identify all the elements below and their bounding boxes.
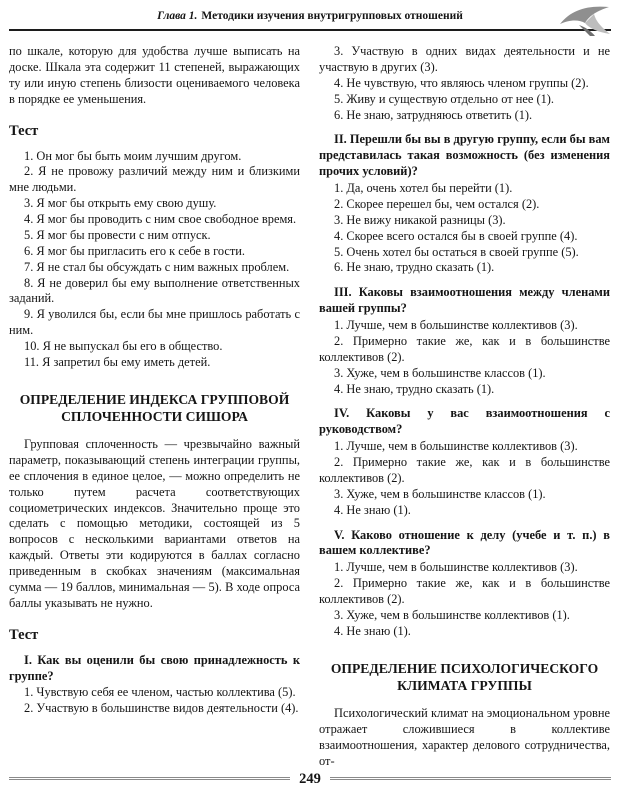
left-column <box>9 44 300 769</box>
page-number: 249 <box>299 770 321 787</box>
right-column <box>319 44 610 769</box>
list-item: 6. Не знаю, трудно сказать (1). <box>334 260 495 275</box>
list-item: 3. Участвую в одних видах деятельности и не участвую в других (3). <box>319 44 610 74</box>
question-1-options-continued <box>319 44 610 123</box>
list-item: 1. Лучше, чем в большинстве коллективов (3). <box>334 439 578 454</box>
list-item: 6. Я мог бы пригласить его к себе в гости. <box>24 243 246 258</box>
list-item: 2. Скорее перешел бы, чем остался (2). <box>334 196 540 211</box>
question-3-options <box>319 318 610 397</box>
list-item: 5. Живу и существую отдельно от нее (1). <box>334 91 555 106</box>
list-item: 6. Не знаю, затрудняюсь ответить (1). <box>334 107 533 122</box>
list-item: 8. Я не доверил бы ему выполнение ответственных заданий. <box>9 275 300 306</box>
list-item: 3. Не вижу никакой разницы (3). <box>334 212 506 227</box>
list-item: 5. Я мог бы провести с ним отпуск. <box>24 227 211 242</box>
list-item: 2. Примерно такие же, как и в большинстве коллективов (2). <box>319 576 610 606</box>
list-item: 4. Не чувствую, что являюсь членом группы (2). <box>334 75 589 90</box>
list-item: 2. Я не провожу различий между ним и близкими мне людьми. <box>9 164 300 195</box>
list-item: 4. Скорее всего остался бы в своей группе (4). <box>334 228 578 243</box>
list-item: 9. Я уволился бы, если бы мне пришлось работать с ним. <box>9 307 300 338</box>
question-2-options <box>319 181 610 276</box>
folio-rule-left <box>9 777 290 780</box>
list-item: 4. Я мог бы проводить с ним свое свободное время. <box>24 212 297 226</box>
question-4-heading: IV. Каковы у вас взаимоотношения с руководством? <box>319 406 610 437</box>
acceptability-scale-list <box>9 149 300 371</box>
list-item: 1. Лучше, чем в большинстве коллективов (3). <box>334 560 578 575</box>
question-2-heading: II. Перешли бы вы в другую группу, если бы вам представилась такая возможность (без изменения прочих условий)? <box>319 132 610 179</box>
list-item: 2. Примерно такие же, как и в большинстве коллективов (2). <box>319 333 610 364</box>
page-footer <box>9 772 611 787</box>
list-item: 1. Чувствую себя ее членом, частью коллектива (5). <box>24 685 296 700</box>
question-3-heading: III. Каковы взаимоотношения между членами вашей группы? <box>319 285 610 316</box>
list-item: 2. Примерно такие же, как и в большинстве коллективов (2). <box>319 455 610 485</box>
question-1-heading: I. Как вы оценили бы свою принадлежность к группе? <box>9 652 300 683</box>
running-head <box>9 8 611 31</box>
list-item: 4. Не знаю (1). <box>334 502 411 517</box>
list-item: 2. Участвую в большинстве видов деятельности (4). <box>24 701 299 716</box>
list-item: 4. Не знаю (1). <box>334 623 411 638</box>
section-heading-psych-climate: ОПРЕДЕЛЕНИЕ ПСИХОЛОГИЧЕСКОГО КЛИМАТА ГРУППЫ <box>330 660 599 694</box>
question-1-options <box>9 685 300 717</box>
list-item: 11. Я запретил бы ему иметь детей. <box>24 354 211 369</box>
chapter-title: Методики изучения внутригрупповых отношений <box>201 10 463 22</box>
question-5-heading: V. Каково отношение к делу (учебе и т. п.) в вашем коллективе? <box>319 527 610 558</box>
sishor-intro-paragraph: Групповая сплоченность — чрезвычайно важный параметр, показывающий степень интеграции группы, ее сплочения в единое целое, — можно определить не только путем расчета соответствующих социометрических индексов. Значительно проще это сделать с помощью методики, состоящей из 5 вопросов с несколькими вариантами ответов на каждый. Ответы эти кодируются в баллах согласно приведенным в скобках значениям (максимальная сумма — 19 баллов, минимальная — 5). В ходе опроса баллы указывать не нужно. <box>9 437 300 610</box>
list-item: 7. Я не стал бы обсуждать с ним важных проблем. <box>24 259 290 274</box>
section-heading-sishor-index: ОПРЕДЕЛЕНИЕ ИНДЕКСА ГРУППОВОЙ СПЛОЧЕННОСТИ СИШОРА <box>19 391 290 425</box>
list-item: 3. Хуже, чем в большинстве классов (1). <box>334 365 546 380</box>
folio-rule-right <box>330 777 611 780</box>
list-item: 3. Я мог бы открыть ему свою душу. <box>24 196 217 211</box>
intro-paragraph: по шкале, которую для удобства лучше выписать на доске. Шкала эта содержит 11 степеней, выражающих ту или иную степень близости оцениваемого человека в порядке ее уменьшения. <box>9 44 300 106</box>
list-item: 4. Не знаю, трудно сказать (1). <box>334 381 495 396</box>
chapter-label: Глава 1. <box>157 10 198 22</box>
question-5-options <box>319 560 610 639</box>
two-column-text <box>9 44 611 769</box>
list-item: 1. Да, очень хотел бы перейти (1). <box>334 181 513 195</box>
quill-bird-ornament-icon <box>557 2 613 38</box>
list-item: 3. Хуже, чем в большинстве коллективов (1). <box>334 607 570 622</box>
list-item: 1. Он мог бы быть моим лучшим другом. <box>24 148 242 163</box>
test-heading-1: Тест <box>9 122 39 139</box>
test-heading-2: Тест <box>9 626 39 643</box>
psych-climate-paragraph: Психологический климат на эмоциональном уровне отражает сложившиеся в коллективе взаимоотношения, характер делового сотрудничества, от- <box>319 705 610 768</box>
question-4-options <box>319 439 610 518</box>
list-item: 3. Хуже, чем в большинстве классов (1). <box>334 486 546 501</box>
list-item: 5. Очень хотел бы остаться в своей группе (5). <box>334 244 579 259</box>
list-item: 10. Я не выпускал бы его в общество. <box>24 339 223 353</box>
list-item: 1. Лучше, чем в большинстве коллективов (3). <box>334 318 578 332</box>
